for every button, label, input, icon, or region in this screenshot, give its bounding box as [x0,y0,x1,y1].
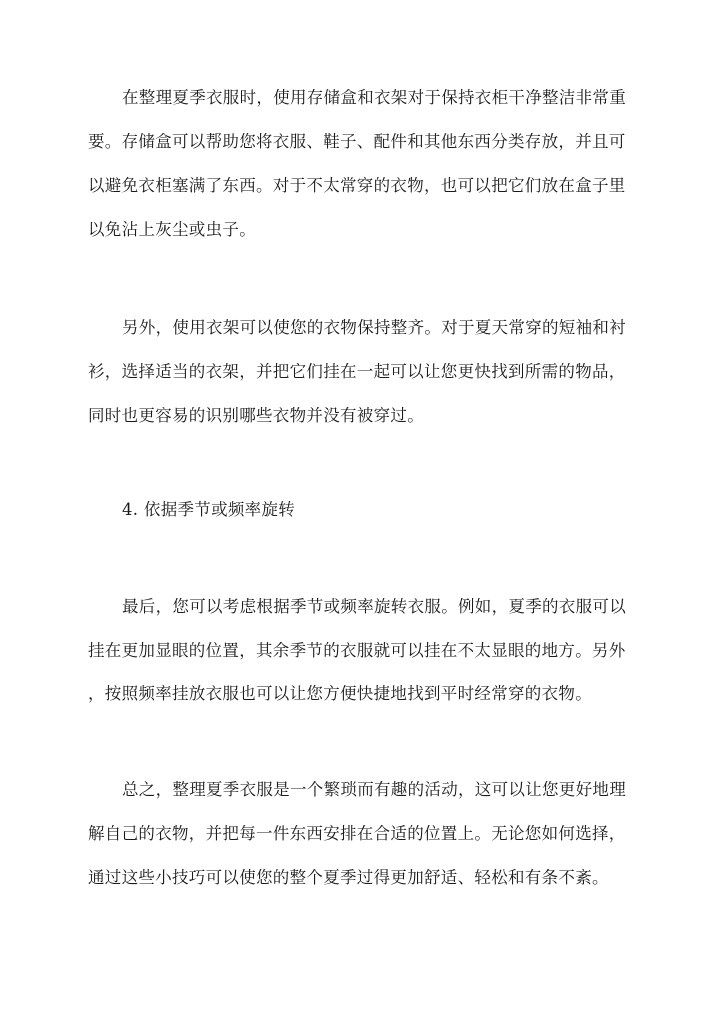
paragraph-4-line-3: 通过这些小技巧可以使您的整个夏季过得更加舒适、轻松和有条不紊。 [88,868,609,887]
paragraph-4-line-1: 总之，整理夏季衣服是一个繁琐而有趣的活动，这可以让您更好地理 [122,780,626,799]
paragraph-1-line-3: 以避免衣柜塞满了东西。对于不太常穿的衣物，也可以把它们放在盒子里 [88,176,626,195]
paragraph-3-line-1: 最后，您可以考虑根据季节或频率旋转衣服。例如，夏季的衣服可以 [122,597,626,616]
paragraph-3-line-3: ，按照频率挂放衣服也可以让您方便快捷地找到平时经常穿的衣物。 [88,684,592,703]
paragraph-2-line-1: 另外，使用衣架可以使您的衣物保持整齐。对于夏天常穿的短袖和衬 [122,318,626,337]
paragraph-1-line-1: 在整理夏季衣服时，使用存储盒和衣架对于保持衣柜干净整洁非常重 [122,88,626,107]
paragraph-1-line-2: 要。存储盒可以帮助您将衣服、鞋子、配件和其他东西分类存放，并且可 [88,132,626,151]
paragraph-2-line-2: 衫，选择适当的衣架，并把它们挂在一起可以让您更快找到所需的物品， [88,362,626,381]
paragraph-1-line-4: 以免沾上灰尘或虫子。 [88,220,256,239]
paragraph-4-line-2: 解自己的衣物，并把每一件东西安排在合适的位置上。无论您如何选择， [88,824,626,843]
section-heading: 4. 依据季节或频率旋转 [122,500,296,519]
paragraph-3-line-2: 挂在更加显眼的位置，其余季节的衣服就可以挂在不太显眼的地方。另外 [88,641,626,660]
paragraph-2-line-3: 同时也更容易的识别哪些衣物并没有被穿过。 [88,406,424,425]
